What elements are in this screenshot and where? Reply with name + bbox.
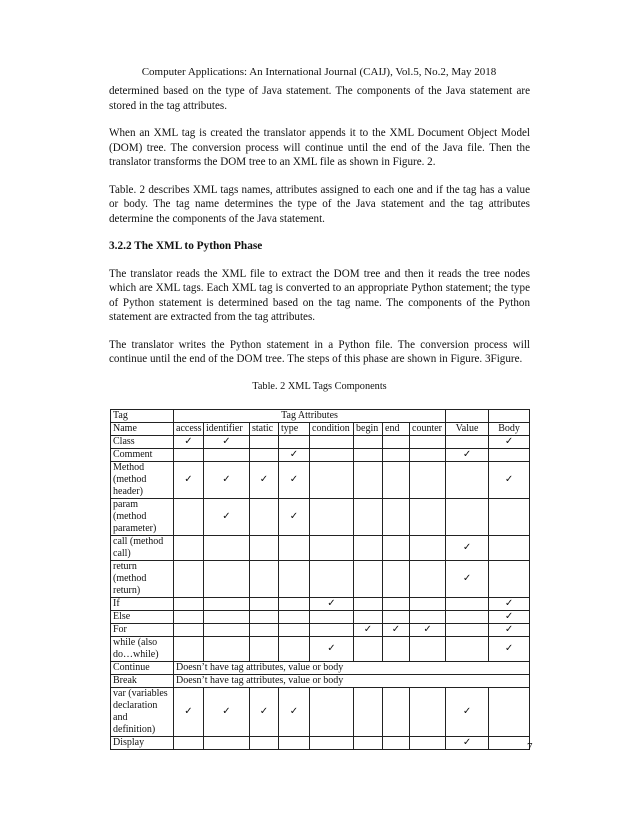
empty-cell [204, 561, 250, 598]
empty-cell [383, 598, 410, 611]
empty-cell [174, 598, 204, 611]
empty-cell [310, 436, 354, 449]
check-mark-icon: ✓ [174, 462, 204, 499]
empty-cell [279, 436, 310, 449]
tag-name-cell: Else [111, 611, 174, 624]
empty-cell [489, 561, 530, 598]
empty-cell [410, 688, 446, 737]
column-header-static: static [250, 423, 279, 436]
empty-cell [204, 637, 250, 662]
empty-cell [410, 499, 446, 536]
empty-cell [354, 637, 383, 662]
tag-name-cell: For [111, 624, 174, 637]
table-row [111, 436, 530, 449]
check-mark-icon: ✓ [204, 436, 250, 449]
table-header-cell [446, 410, 489, 423]
empty-cell [410, 611, 446, 624]
empty-cell [354, 436, 383, 449]
empty-cell [383, 449, 410, 462]
empty-cell [383, 436, 410, 449]
table-row [111, 598, 530, 611]
paragraph: The translator reads the XML file to extract the DOM tree and then it reads the tree nodes which are XML tags. Each XML tag is converted to an appropriate Python statement; the type of Python statement is determined based on the tag name. The components of the Python statement are extracted from the tag attributes. [109, 267, 530, 323]
empty-cell [310, 499, 354, 536]
empty-cell [279, 637, 310, 662]
tag-name-cell: param (method parameter) [111, 499, 174, 536]
column-header-identifier: identifier [204, 423, 250, 436]
table-row [111, 662, 530, 675]
empty-cell [383, 561, 410, 598]
empty-cell [279, 561, 310, 598]
tag-attributes-header: Tag Attributes [174, 410, 446, 423]
column-header-counter: counter [410, 423, 446, 436]
table-column-row [111, 423, 530, 436]
empty-cell [354, 499, 383, 536]
empty-cell [250, 561, 279, 598]
table-row [111, 675, 530, 688]
tag-name-cell: Class [111, 436, 174, 449]
empty-cell [410, 462, 446, 499]
empty-cell [310, 536, 354, 561]
empty-cell [383, 499, 410, 536]
empty-cell [204, 624, 250, 637]
paragraph: The translator writes the Python statement in a Python file. The conversion process will continue until the end of the DOM tree. The steps of this phase are shown in Figure. 3Figure. [109, 338, 530, 365]
column-header-body: Body [489, 423, 530, 436]
empty-cell [489, 737, 530, 750]
column-header-value: Value [446, 423, 489, 436]
empty-cell [354, 737, 383, 750]
journal-header: Computer Applications: An International Journal (CAIJ), Vol.5, No.2, May 2018 [141, 66, 497, 78]
check-mark-icon: ✓ [489, 436, 530, 449]
empty-cell [174, 449, 204, 462]
table-row [111, 611, 530, 624]
empty-cell [310, 688, 354, 737]
empty-cell [446, 611, 489, 624]
check-mark-icon: ✓ [446, 449, 489, 462]
empty-cell [310, 737, 354, 750]
empty-cell [354, 688, 383, 737]
empty-cell [174, 499, 204, 536]
table-row [111, 737, 530, 750]
tag-name-cell: return (method return) [111, 561, 174, 598]
table-header-cell [489, 410, 530, 423]
empty-cell [446, 436, 489, 449]
tag-note-cell: Doesn’t have tag attributes, value or body [174, 675, 530, 688]
empty-cell [489, 449, 530, 462]
check-mark-icon: ✓ [446, 737, 489, 750]
check-mark-icon: ✓ [489, 624, 530, 637]
empty-cell [204, 449, 250, 462]
table-row [111, 637, 530, 662]
check-mark-icon: ✓ [383, 624, 410, 637]
empty-cell [250, 737, 279, 750]
empty-cell [354, 536, 383, 561]
check-mark-icon: ✓ [354, 624, 383, 637]
empty-cell [279, 624, 310, 637]
check-mark-icon: ✓ [446, 688, 489, 737]
column-header-condition: condition [310, 423, 354, 436]
check-mark-icon: ✓ [279, 449, 310, 462]
check-mark-icon: ✓ [489, 637, 530, 662]
empty-cell [174, 624, 204, 637]
column-header-end: end [383, 423, 410, 436]
check-mark-icon: ✓ [204, 462, 250, 499]
check-mark-icon: ✓ [446, 561, 489, 598]
check-mark-icon: ✓ [310, 637, 354, 662]
column-header-type: type [279, 423, 310, 436]
empty-cell [250, 536, 279, 561]
table-row [111, 499, 530, 536]
check-mark-icon: ✓ [174, 688, 204, 737]
empty-cell [489, 688, 530, 737]
paragraph: Table. 2 describes XML tags names, attributes assigned to each one and if the tag has a value or body. The tag name determines the type of the Java statement and the tag attributes determine the components of the Java statement. [109, 183, 530, 225]
column-header-begin: begin [354, 423, 383, 436]
xml-tags-table [110, 409, 530, 750]
empty-cell [174, 737, 204, 750]
table-row [111, 561, 530, 598]
empty-cell [174, 536, 204, 561]
empty-cell [410, 598, 446, 611]
check-mark-icon: ✓ [489, 462, 530, 499]
empty-cell [204, 598, 250, 611]
tag-name-cell: Display [111, 737, 174, 750]
check-mark-icon: ✓ [204, 499, 250, 536]
empty-cell [489, 499, 530, 536]
page-body [109, 84, 530, 750]
empty-cell [250, 436, 279, 449]
empty-cell [354, 611, 383, 624]
check-mark-icon: ✓ [279, 688, 310, 737]
empty-cell [250, 624, 279, 637]
empty-cell [250, 637, 279, 662]
empty-cell [250, 598, 279, 611]
empty-cell [279, 598, 310, 611]
check-mark-icon: ✓ [279, 462, 310, 499]
empty-cell [383, 611, 410, 624]
tag-name-cell: call (method call) [111, 536, 174, 561]
check-mark-icon: ✓ [489, 598, 530, 611]
table-row [111, 462, 530, 499]
tag-note-cell: Doesn’t have tag attributes, value or body [174, 662, 530, 675]
empty-cell [410, 449, 446, 462]
table-row [111, 624, 530, 637]
empty-cell [310, 611, 354, 624]
empty-cell [279, 536, 310, 561]
check-mark-icon: ✓ [250, 462, 279, 499]
empty-cell [410, 436, 446, 449]
empty-cell [446, 637, 489, 662]
name-header-cell: Name [111, 423, 174, 436]
empty-cell [410, 561, 446, 598]
empty-cell [354, 462, 383, 499]
check-mark-icon: ✓ [446, 536, 489, 561]
empty-cell [446, 499, 489, 536]
empty-cell [310, 561, 354, 598]
check-mark-icon: ✓ [204, 688, 250, 737]
empty-cell [383, 462, 410, 499]
empty-cell [279, 737, 310, 750]
check-mark-icon: ✓ [279, 499, 310, 536]
empty-cell [310, 449, 354, 462]
empty-cell [446, 624, 489, 637]
tag-name-cell: while (also do…while) [111, 637, 174, 662]
empty-cell [446, 462, 489, 499]
empty-cell [174, 561, 204, 598]
check-mark-icon: ✓ [174, 436, 204, 449]
check-mark-icon: ✓ [410, 624, 446, 637]
tag-name-cell: Comment [111, 449, 174, 462]
column-header-access: access [174, 423, 204, 436]
check-mark-icon: ✓ [489, 611, 530, 624]
paragraph: When an XML tag is created the translator appends it to the XML Document Object Model (DOM) tree. The conversion process will continue until the end of the Java file. Then the translator transforms the DOM tree to an XML file as shown in Figure. 2. [109, 127, 530, 168]
table-row [111, 536, 530, 561]
tag-name-cell: If [111, 598, 174, 611]
empty-cell [410, 737, 446, 750]
paragraph: determined based on the type of Java statement. The components of the Java statement are stored in the tag attributes. [109, 85, 530, 112]
empty-cell [383, 688, 410, 737]
empty-cell [383, 536, 410, 561]
empty-cell [489, 536, 530, 561]
tag-name-cell: var (variables declaration and definition) [111, 688, 174, 737]
empty-cell [310, 462, 354, 499]
empty-cell [250, 611, 279, 624]
tag-header-cell: Tag [111, 410, 174, 423]
empty-cell [310, 624, 354, 637]
table-row [111, 688, 530, 737]
empty-cell [174, 637, 204, 662]
page-number: 7 [527, 741, 533, 753]
check-mark-icon: ✓ [310, 598, 354, 611]
table-caption: Table. 2 XML Tags Components [252, 380, 387, 392]
empty-cell [410, 637, 446, 662]
section-heading: 3.2.2 The XML to Python Phase [109, 240, 263, 252]
check-mark-icon: ✓ [250, 688, 279, 737]
tag-name-cell: Continue [111, 662, 174, 675]
empty-cell [204, 737, 250, 750]
empty-cell [279, 611, 310, 624]
empty-cell [446, 598, 489, 611]
empty-cell [383, 737, 410, 750]
table-header-row [111, 410, 530, 423]
empty-cell [174, 611, 204, 624]
empty-cell [204, 536, 250, 561]
empty-cell [250, 499, 279, 536]
tag-name-cell: Method (method header) [111, 462, 174, 499]
empty-cell [204, 611, 250, 624]
empty-cell [383, 637, 410, 662]
tag-name-cell: Break [111, 675, 174, 688]
empty-cell [250, 449, 279, 462]
empty-cell [354, 561, 383, 598]
table-row [111, 449, 530, 462]
empty-cell [354, 598, 383, 611]
empty-cell [354, 449, 383, 462]
empty-cell [410, 536, 446, 561]
